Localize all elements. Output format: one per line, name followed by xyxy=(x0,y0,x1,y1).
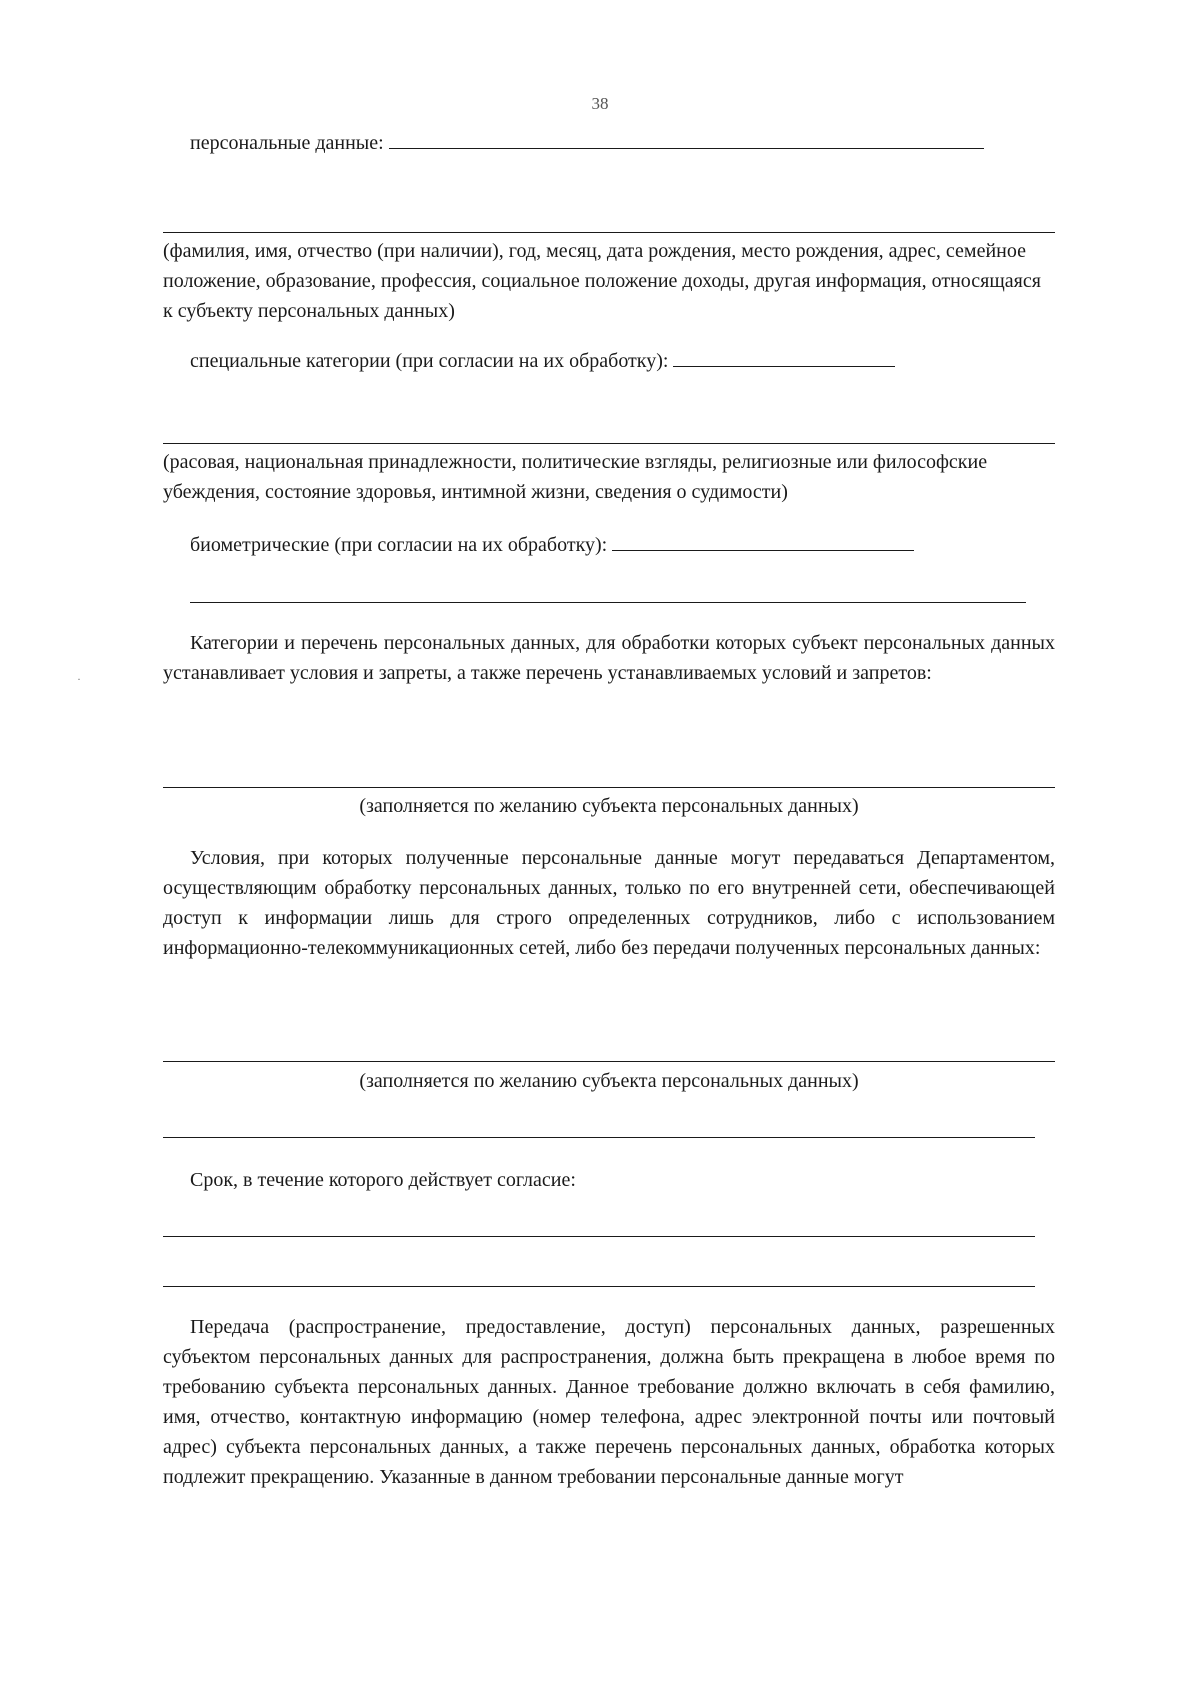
personal-data-input-line[interactable] xyxy=(389,130,984,149)
personal-data-label: персональные данные: xyxy=(190,132,384,154)
final-paragraph: Передача (распространение, предоставление, доступ) персональных данных, разрешенных субъектом персональных данных для распространения, должна быть прекращена в любое время по требованию субъекта персональных данных. Данное требование должно включать в себя фамилию, имя, отчество, контактную информацию (номер телефона, адрес электронной почты или почтовый адрес) субъекта персональных данных, а также перечень персональных данных, обработка которых подлежит прекращению. Указанные в данном требовании персональные данные могут xyxy=(163,1316,1055,1488)
special-categories-blank-line[interactable] xyxy=(163,443,1055,444)
transfer-conditions-hint: (заполняется по желанию субъекта персональных данных) xyxy=(359,1070,859,1092)
special-categories-input-line[interactable] xyxy=(673,348,895,367)
transfer-conditions-blank-line[interactable] xyxy=(163,1061,1055,1062)
special-categories-label: специальные категории (при согласии на их обработку): xyxy=(190,350,669,372)
biometric-input-line[interactable] xyxy=(612,532,914,551)
conditions-categories-blank-line[interactable] xyxy=(163,787,1055,788)
consent-term-line-2[interactable] xyxy=(163,1286,1035,1287)
special-categories-hint: (расовая, национальная принадлежности, политические взгляды, религиозные или философские убеждения, состояние здоровья, интимной жизни, сведения о судимости) xyxy=(163,451,988,503)
personal-data-row xyxy=(190,128,1030,158)
personal-data-blank-line[interactable] xyxy=(163,232,1055,233)
consent-term-line-1[interactable] xyxy=(163,1236,1035,1237)
biometric-blank-line[interactable] xyxy=(190,602,1026,603)
special-categories-row xyxy=(190,346,1030,376)
consent-term-label: Срок, в течение которого действует согласие: xyxy=(190,1169,576,1191)
transfer-conditions-paragraph: Условия, при которых полученные персональные данные могут передаваться Департаментом, осуществляющим обработку персональных данных, только по его внутренней сети, обеспечивающей доступ к информации лишь для строго определенных сотрудников, либо с использованием информационно-телекоммуникационных сетей, либо без передачи полученных персональных данных: xyxy=(163,847,1055,959)
stray-mark: · xyxy=(77,672,81,686)
personal-data-hint: (фамилия, имя, отчество (при наличии), год, месяц, дата рождения, место рождения, адрес, семейное положение, образование, профессия, социальное положение доходы, другая информация, относящаяся к субъекту персональных данных) xyxy=(163,240,1041,322)
biometric-row xyxy=(190,530,1030,560)
page-number: 38 xyxy=(591,94,609,113)
transfer-conditions-extra-line[interactable] xyxy=(163,1137,1035,1138)
biometric-label: биометрические (при согласии на их обработку): xyxy=(190,534,608,556)
conditions-categories-paragraph: Категории и перечень персональных данных, для обработки которых субъект персональных данных устанавливает условия и запреты, а также перечень устанавливаемых условий и запретов: xyxy=(163,632,1055,684)
conditions-categories-hint: (заполняется по желанию субъекта персональных данных) xyxy=(359,795,859,817)
